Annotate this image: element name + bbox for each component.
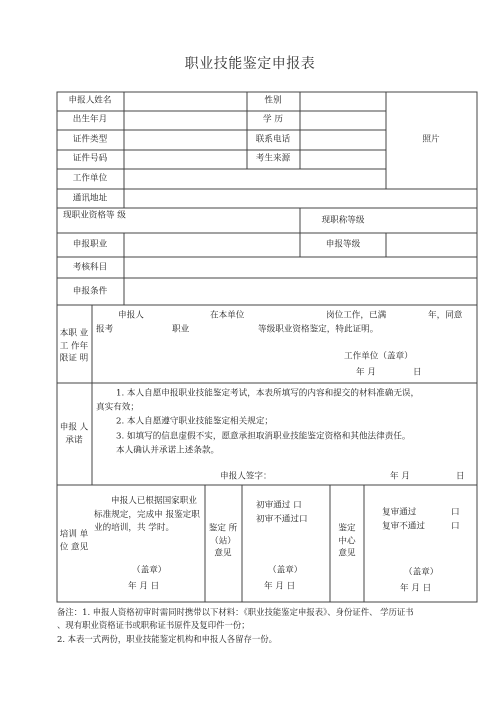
- cert-line2-part2: 职业: [172, 324, 190, 335]
- station-seal: （盖章）: [268, 565, 303, 576]
- apply-occupation-label: 申报职业: [72, 239, 108, 250]
- notes-line-3: 2. 本表一式两份，职业技能鉴定机构和申报人各留存一份。: [57, 633, 278, 644]
- pledge-date-day: 日: [456, 471, 465, 482]
- pledge-date-month: 年 月: [390, 471, 410, 482]
- applicant-name-label: 申报人姓名: [68, 95, 112, 106]
- form-title: 职业技能鉴定申报表: [184, 56, 316, 72]
- address-label: 通讯地址: [72, 193, 108, 204]
- first-review-pass: 初审通过 口: [256, 500, 302, 511]
- exam-subject-label: 考核科目: [72, 262, 108, 273]
- birth-date-label: 出生年月: [72, 114, 108, 125]
- training-unit-text: 申报人已根据国家职业标准规定，完成申 报鉴定职业的培训，共 学时。: [94, 496, 200, 533]
- cert-line1-part3: 岗位工作，已满: [326, 310, 387, 321]
- pledge-item-1-cont: 真实有效；: [96, 402, 139, 413]
- apply-conditions-label: 申报条件: [72, 286, 108, 297]
- cert-line2-part1: 报考: [96, 324, 114, 335]
- training-unit-date: 年 月 日: [128, 581, 160, 592]
- cert-line2-part3: 等级职业资格鉴定，特此证明。: [258, 324, 379, 335]
- pledge-label: 申报 人 承诺: [59, 422, 89, 445]
- phone-label: 联系电话: [255, 134, 291, 145]
- employer-label: 工作单位: [72, 173, 108, 184]
- pledge-signature-label: 申报人签字：: [220, 471, 272, 482]
- current-title-level-label: 现职称等级: [321, 215, 365, 226]
- center-date: 年 月 日: [400, 583, 432, 594]
- second-pass-checkbox[interactable]: 口: [451, 507, 460, 518]
- cert-line1-part4: 年，同意: [428, 310, 463, 321]
- first-pass-checkbox[interactable]: 口: [293, 500, 302, 511]
- first-fail-checkbox[interactable]: 口: [298, 514, 308, 525]
- cert-date-month: 年 月: [356, 367, 376, 378]
- current-qualification-label: 现职业资格等 级: [63, 210, 126, 221]
- cert-line1-part2: 在本单位: [210, 310, 245, 321]
- employer-certificate-label: 本职 业工 作年限证 明: [59, 328, 89, 364]
- gender-label: 性别: [264, 95, 282, 106]
- second-review-pass: 复审通过: [382, 507, 417, 518]
- appraisal-center-label: 鉴定 中心 意见: [338, 523, 356, 559]
- photo-placeholder: 照片: [422, 134, 440, 145]
- appraisal-station-label: 鉴定 所（站） 意见: [208, 523, 238, 559]
- pledge-item-3: 3. 如填写的信息虚假不实，愿意承担取消职业技能鉴定资格和其他法律责任。: [116, 431, 411, 442]
- id-type-label: 证件类型: [72, 134, 108, 145]
- station-date: 年 月 日: [264, 581, 296, 592]
- second-fail-checkbox[interactable]: 口: [451, 521, 460, 532]
- pledge-item-2: 2. 本人自愿遵守职业技能鉴定相关规定；: [116, 416, 274, 427]
- id-number-label: 证件号码: [72, 153, 108, 164]
- cert-seal: 工作单位（盖章）: [344, 351, 413, 362]
- center-seal: （盖章）: [404, 567, 439, 578]
- education-label: 学 历: [263, 114, 283, 125]
- apply-level-label: 申报等级: [325, 239, 361, 250]
- notes-line-1: 备注：1. 申报人资格初审时需同时携带以下材料：《职业技能鉴定申报表》、身份证件、 学历证书: [57, 606, 414, 617]
- exam-source-label: 考生来源: [255, 153, 291, 164]
- notes-line-2: 、现有职业资格证书或职称证书原件及复印件一份；: [57, 619, 250, 630]
- cert-date-day: 日: [413, 367, 422, 378]
- pledge-item-4: 本人确认并承诺上述条款。: [116, 445, 220, 456]
- pledge-item-1: 1. 本人自愿申报职业技能鉴定考试，本表所填写的内容和提交的材料准确无误，: [116, 388, 420, 399]
- cert-line1-part1: 申报人: [118, 310, 144, 321]
- training-unit-label: 培训 单位 意见: [59, 529, 89, 552]
- second-review-fail: 复审不通过: [382, 521, 425, 532]
- training-unit-seal: （盖章）: [132, 565, 167, 576]
- first-review-fail: 初审不通过口: [256, 514, 308, 525]
